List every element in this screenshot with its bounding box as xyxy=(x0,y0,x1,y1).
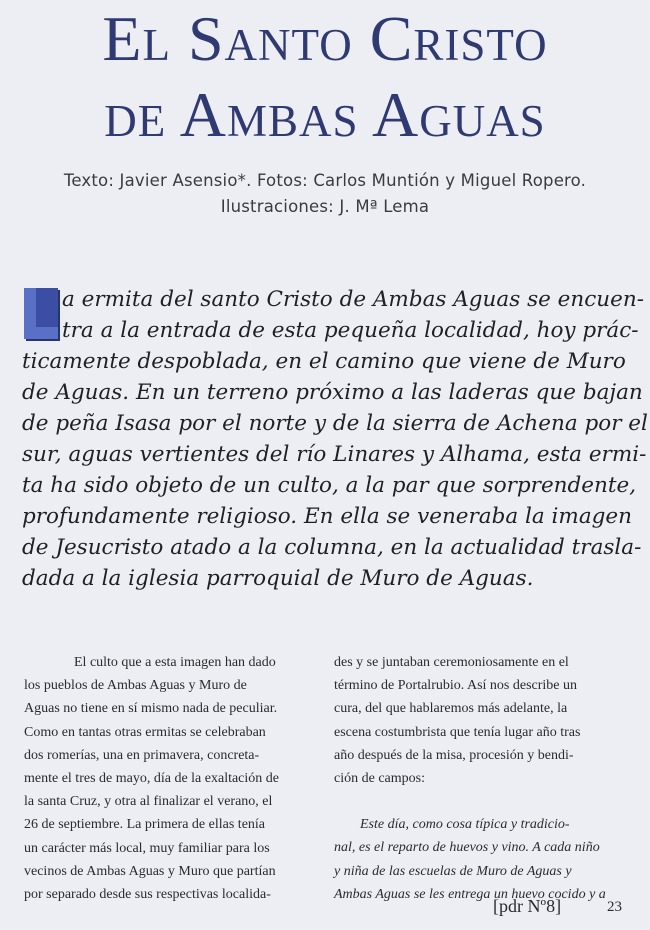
lead-line: de Aguas. En un terreno próximo a las laderas que bajan xyxy=(22,380,643,405)
body-line: la santa Cruz, y otra al finalizar el verano, el xyxy=(24,794,273,810)
article-title-line-2: de Ambas Aguas xyxy=(104,79,546,150)
body-line: des y se juntaban ceremoniosamente en el xyxy=(334,655,569,670)
quote-line: nal, es el reparto de huevos y vino. A cada niño xyxy=(334,840,600,856)
body-line: año después de la misa, procesión y bendi- xyxy=(334,747,574,763)
lead-line: a ermita del santo Cristo de Ambas Aguas se encuen- xyxy=(62,287,644,312)
lead-line: tra a la entrada de esta pequeña localidad, hoy prác- xyxy=(62,318,639,343)
credits-line-2: Ilustraciones: J. Mª Lema xyxy=(220,197,430,216)
magazine-issue-label: [pdr Nº8] xyxy=(493,896,562,916)
body-line: dos romerías, una en primavera, concreta- xyxy=(24,747,260,763)
lead-line: de Jesucristo atado a la columna, en la actualidad trasla- xyxy=(22,535,642,560)
lead-line: ticamente despoblada, en el camino que viene de Muro xyxy=(22,349,626,374)
body-line: escena costumbrista que tenía lugar año tras xyxy=(334,724,581,740)
body-line: ción de campos: xyxy=(334,771,425,787)
body-line: vecinos de Ambas Aguas y Muro que partían xyxy=(24,863,276,879)
article-title-line-1: El Santo Cristo xyxy=(102,3,548,74)
page-number: 23 xyxy=(607,899,622,915)
body-line: por separado desde sus respectivas localida- xyxy=(24,887,271,903)
body-line: Aguas no tiene en sí mismo nada de peculiar. xyxy=(24,701,278,717)
lead-line: profundamente religioso. En ella se veneraba la imagen xyxy=(22,504,632,529)
body-column-right xyxy=(334,651,626,906)
body-line: cura, del que hablaremos más adelante, la xyxy=(334,701,568,717)
credits-line-1: Texto: Javier Asensio*. Fotos: Carlos Muntión y Miguel Ropero. xyxy=(63,171,587,190)
lead-line: de peña Isasa por el norte y de la sierra de Achena por el xyxy=(22,411,648,436)
body-line: El culto que a esta imagen han dado xyxy=(74,655,276,670)
lead-line: sur, aguas vertientes del río Linares y Alhama, esta ermi- xyxy=(22,442,647,467)
quote-line: y niña de las escuelas de Muro de Aguas y xyxy=(334,863,572,879)
body-line: un carácter más local, muy familiar para los xyxy=(24,840,270,856)
body-line: mente el tres de mayo, día de la exaltación de xyxy=(24,771,280,787)
lead-line: ta ha sido objeto de un culto, a la par que sorprendente, xyxy=(22,473,637,498)
quote-line: Este día, como cosa típica y tradicio- xyxy=(360,817,570,833)
lead-line: dada a la iglesia parroquial de Muro de Aguas. xyxy=(22,566,534,591)
body-line: Como en tantas otras ermitas se celebraban xyxy=(24,724,266,740)
body-line: los pueblos de Ambas Aguas y Muro de xyxy=(24,678,247,694)
body-line: 26 de septiembre. La primera de ellas tenía xyxy=(24,817,266,833)
quote-line: Ambas Aguas se les entrega un huevo cocido y a xyxy=(334,886,606,902)
body-column-left xyxy=(24,651,312,906)
lead-paragraph xyxy=(22,284,648,594)
body-line: término de Portalrubio. Así nos describe un xyxy=(334,678,578,694)
